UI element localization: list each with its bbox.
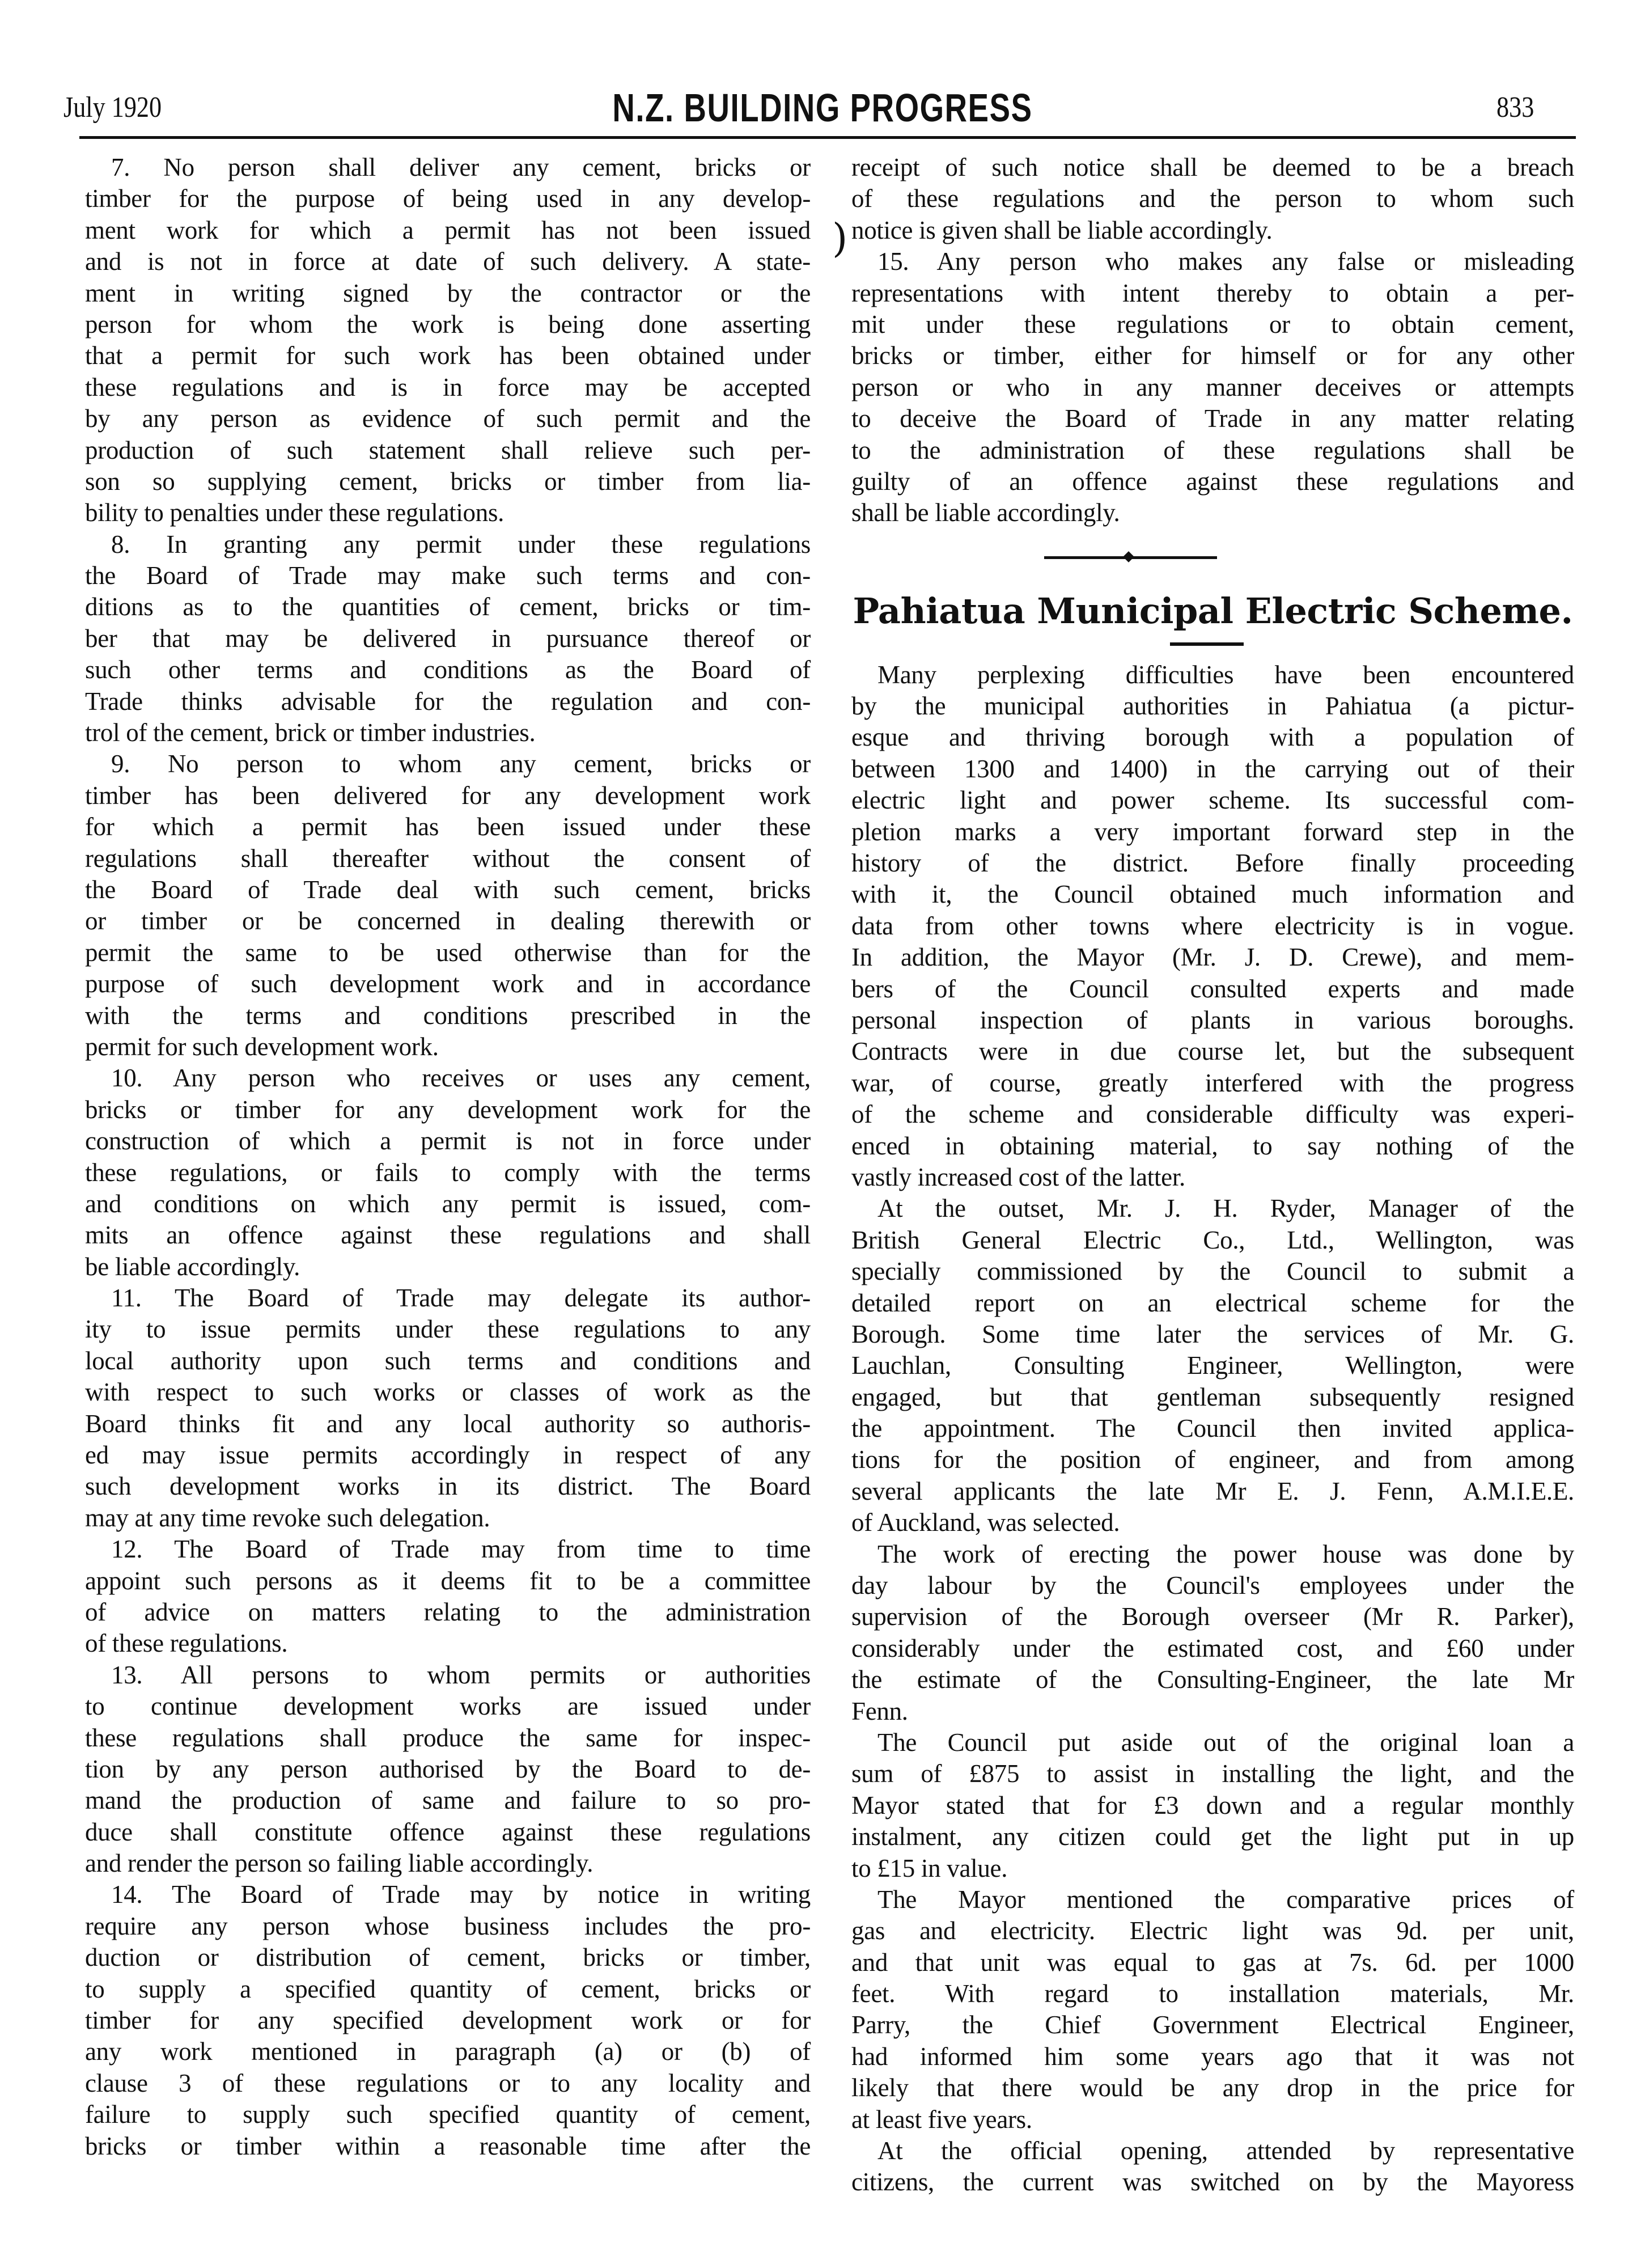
text-line: Borough. Some time later the services of Mr. G.	[851, 1319, 1574, 1348]
text-line: of these regulations and the person to whom such	[851, 184, 1574, 213]
text-line: had informed him some years ago that it was not	[851, 2042, 1574, 2071]
text-line: 9. No person to whom any cement, bricks or	[111, 750, 811, 778]
left-column	[85, 152, 811, 2162]
text-line: day labour by the Council's employees under the	[851, 1571, 1574, 1600]
text-line: by any person as evidence of such permit and the	[85, 404, 811, 433]
article-body	[851, 659, 1574, 2198]
text-line: considerably under the estimated cost, and £60 under	[851, 1634, 1574, 1662]
text-line: mand the production of same and failure to so pro-	[85, 1786, 811, 1815]
text-line: these regulations and is in force may be accepted	[85, 373, 811, 401]
page-header	[0, 85, 1645, 142]
text-line: be liable accordingly.	[85, 1252, 300, 1281]
text-line: bility to penalties under these regulations.	[85, 498, 504, 527]
text-line: The Mayor mentioned the comparative prices of	[877, 1885, 1574, 1914]
text-line: data from other towns where electricity is in vogue.	[851, 911, 1574, 940]
text-line: at least five years.	[851, 2105, 1032, 2134]
text-line: regulations shall thereafter without the consent of	[85, 844, 811, 873]
text-line: esque and thriving borough with a population of	[851, 723, 1574, 752]
section-divider	[851, 529, 1574, 586]
text-line: feet. With regard to installation materials, Mr.	[851, 1979, 1574, 2008]
text-line: timber for any specified development work or for	[85, 2006, 811, 2035]
text-line: appoint such persons as it deems fit to be a committee	[85, 1566, 811, 1595]
text-line: to deceive the Board of Trade in any matter relating	[851, 404, 1574, 433]
text-line: ditions as to the quantities of cement, bricks or tim-	[85, 593, 811, 621]
text-line: with it, the Council obtained much information and	[851, 880, 1574, 909]
text-line: supervision of the Borough overseer (Mr R. Parker),	[851, 1602, 1574, 1631]
text-line: the Board of Trade may make such terms and con-	[85, 561, 811, 590]
text-line: clause 3 of these regulations or to any locality and	[85, 2068, 811, 2097]
text-line: 13. All persons to whom permits or authorities	[111, 1660, 811, 1689]
text-line: timber for the purpose of being used in any develop-	[85, 184, 811, 213]
text-line: enced in obtaining material, to say nothing of the	[851, 1131, 1574, 1160]
text-line: between 1300 and 1400) in the carrying out of their	[851, 754, 1574, 783]
right-column	[851, 152, 1574, 2198]
text-line: Trade thinks advisable for the regulation and con-	[85, 687, 811, 716]
text-line: trol of the cement, brick or timber industries.	[85, 718, 536, 747]
text-line: these regulations shall produce the same for inspec-	[85, 1723, 811, 1752]
text-line: likely that there would be any drop in the price for	[851, 2074, 1574, 2102]
text-line: electric light and power scheme. Its successful com-	[851, 786, 1574, 815]
text-line: ment in writing signed by the contractor or the	[85, 278, 811, 307]
text-line: 14. The Board of Trade may by notice in writing	[111, 1880, 811, 1909]
text-line: such development works in its district. The Board	[85, 1472, 811, 1501]
text-line: the appointment. The Council then invited applica-	[851, 1414, 1574, 1443]
text-line: 12. The Board of Trade may from time to time	[111, 1535, 811, 1564]
text-line: mits an offence against these regulations and shall	[85, 1221, 811, 1250]
text-line: such other terms and conditions as the Board of	[85, 655, 811, 684]
text-line: and render the person so failing liable accordingly.	[85, 1849, 593, 1878]
text-line: production of such statement shall relieve such per-	[85, 435, 811, 464]
text-line: Mayor stated that for £3 down and a regular monthly	[851, 1791, 1574, 1820]
text-line: to £15 in value.	[851, 1854, 1008, 1882]
text-line: of Auckland, was selected.	[851, 1508, 1120, 1537]
text-line: war, of course, greatly interfered with the progress	[851, 1068, 1574, 1097]
text-line: and conditions on which any permit is issued, com-	[85, 1189, 811, 1218]
text-line: engaged, but that gentleman subsequently resigned	[851, 1382, 1574, 1411]
text-line: these regulations, or fails to comply with the terms	[85, 1158, 811, 1187]
article-title: Pahiatua Municipal Electric Scheme.	[853, 590, 1573, 632]
text-line: bricks or timber, either for himself or for any other	[851, 341, 1574, 370]
text-line: vastly increased cost of the latter.	[851, 1162, 1185, 1191]
text-line: of the scheme and considerable difficulty was experi-	[851, 1100, 1574, 1129]
issue-date: July 1920	[63, 91, 162, 124]
text-line: permit for such development work.	[85, 1032, 439, 1061]
text-line: ber that may be delivered in pursuance thereof or	[85, 624, 811, 653]
text-line: Lauchlan, Consulting Engineer, Wellington, were	[851, 1351, 1574, 1380]
text-line: tion by any person authorised by the Board to de-	[85, 1754, 811, 1783]
text-line: Parry, the Chief Government Electrical Engineer,	[851, 2011, 1574, 2039]
text-line: notice is given shall be liable accordingly.	[851, 215, 1273, 244]
text-line: by the municipal authorities in Pahiatua (a pictur-	[851, 692, 1574, 721]
text-line: Board thinks fit and any local authority so authoris-	[85, 1409, 811, 1438]
text-line: mit under these regulations or to obtain cement,	[851, 310, 1574, 338]
publication-title: N.Z. BUILDING PROGRESS	[612, 86, 1033, 130]
text-line: The work of erecting the power house was done by	[877, 1539, 1574, 1568]
diamond-ornament-icon	[1123, 551, 1134, 562]
text-line: 15. Any person who makes any false or misleading	[877, 247, 1574, 276]
text-line: the estimate of the Consulting-Engineer, the late Mr	[851, 1665, 1574, 1694]
text-line: son so supplying cement, bricks or timber from lia-	[85, 467, 811, 496]
header-rule	[79, 136, 1576, 139]
gutter-bracket-icon: )	[832, 215, 848, 261]
text-line: with the terms and conditions prescribed in the	[85, 1001, 811, 1030]
text-line: The Council put aside out of the original loan a	[877, 1728, 1574, 1757]
text-line: or timber or be concerned in dealing therewith or	[85, 907, 811, 936]
text-line: ity to issue permits under these regulations to any	[85, 1315, 811, 1344]
text-line: At the official opening, attended by representative	[877, 2136, 1574, 2165]
text-line: with respect to such works or classes of work as the	[85, 1378, 811, 1407]
text-line: the Board of Trade deal with such cement, bricks	[85, 875, 811, 904]
text-line: Contracts were in due course let, but the subsequent	[851, 1037, 1574, 1066]
text-line: purpose of such development work and in accordance	[85, 970, 811, 998]
text-line: ment work for which a permit has not been issued	[85, 215, 811, 244]
text-line: guilty of an offence against these regulations and	[851, 467, 1574, 496]
text-line: bers of the Council consulted experts and made	[851, 974, 1574, 1003]
text-line: and that unit was equal to gas at 7s. 6d. per 1000	[851, 1948, 1574, 1977]
text-line: history of the district. Before finally proceeding	[851, 849, 1574, 878]
text-line: receipt of such notice shall be deemed to be a breach	[851, 153, 1574, 181]
text-line: Many perplexing difficulties have been encountered	[877, 660, 1574, 689]
text-line: require any person whose business includes the pro-	[85, 1911, 811, 1940]
text-line: and is not in force at date of such delivery. A state-	[85, 247, 811, 276]
text-line: Fenn.	[851, 1696, 908, 1725]
text-line: citizens, the current was switched on by the Mayoress	[851, 2168, 1574, 2197]
text-line: gas and electricity. Electric light was 9d. per unit,	[851, 1916, 1574, 1945]
text-line: shall be liable accordingly.	[851, 498, 1120, 527]
regulations-continuation	[851, 152, 1574, 529]
text-line: of these regulations.	[85, 1629, 288, 1658]
text-line: pletion marks a very important forward step in the	[851, 817, 1574, 846]
text-line: for which a permit has been issued under these	[85, 813, 811, 841]
text-line: instalment, any citizen could get the light put in up	[851, 1822, 1574, 1851]
text-line: several applicants the late Mr E. J. Fenn, A.M.I.E.E.	[851, 1476, 1574, 1505]
text-line: 7. No person shall deliver any cement, bricks or	[111, 153, 811, 181]
text-line: 10. Any person who receives or uses any cement,	[111, 1064, 811, 1093]
text-line: At the outset, Mr. J. H. Ryder, Manager of the	[877, 1194, 1574, 1223]
text-line: detailed report on an electrical scheme for the	[851, 1288, 1574, 1317]
text-line: In addition, the Mayor (Mr. J. D. Crewe), and mem-	[851, 943, 1574, 972]
text-line: to continue development works are issued under	[85, 1692, 811, 1721]
text-line: sum of £875 to assist in installing the light, and the	[851, 1759, 1574, 1788]
text-line: specially commissioned by the Council to submit a	[851, 1257, 1574, 1286]
text-line: that a permit for such work has been obtained under	[85, 341, 811, 370]
text-line: timber has been delivered for any development work	[85, 781, 811, 810]
text-line: to supply a specified quantity of cement, bricks or	[85, 1974, 811, 2003]
text-line: representations with intent thereby to obtain a per-	[851, 278, 1574, 307]
text-line: of advice on matters relating to the administration	[85, 1597, 811, 1626]
text-line: may at any time revoke such delegation.	[85, 1503, 490, 1532]
text-line: duction or distribution of cement, bricks or timber,	[85, 1943, 811, 1972]
text-line: personal inspection of plants in various boroughs.	[851, 1005, 1574, 1034]
text-line: ed may issue permits accordingly in respect of any	[85, 1441, 811, 1470]
text-line: duce shall constitute offence against these regulations	[85, 1817, 811, 1846]
text-line: local authority upon such terms and conditions and	[85, 1346, 811, 1375]
text-line: British General Electric Co., Ltd., Wellington, was	[851, 1225, 1574, 1254]
text-line: 11. The Board of Trade may delegate its author-	[111, 1284, 811, 1313]
text-line: tions for the position of engineer, and from among	[851, 1445, 1574, 1474]
text-line: 8. In granting any permit under these regulations	[111, 530, 811, 558]
text-line: failure to supply such specified quantity of cement,	[85, 2100, 811, 2129]
text-line: to the administration of these regulations shall be	[851, 435, 1574, 464]
text-line: person or who in any manner deceives or attempts	[851, 373, 1574, 401]
text-line: bricks or timber for any development work for the	[85, 1095, 811, 1124]
text-line: construction of which a permit is not in force under	[85, 1127, 811, 1156]
text-line: permit the same to be used otherwise than for the	[85, 938, 811, 967]
page-number: 833	[1496, 91, 1534, 124]
text-line: person for whom the work is being done asserting	[85, 310, 811, 338]
text-line: any work mentioned in paragraph (a) or (b) of	[85, 2037, 811, 2066]
text-line: bricks or timber within a reasonable time after the	[85, 2131, 811, 2160]
title-underline	[851, 637, 1574, 659]
